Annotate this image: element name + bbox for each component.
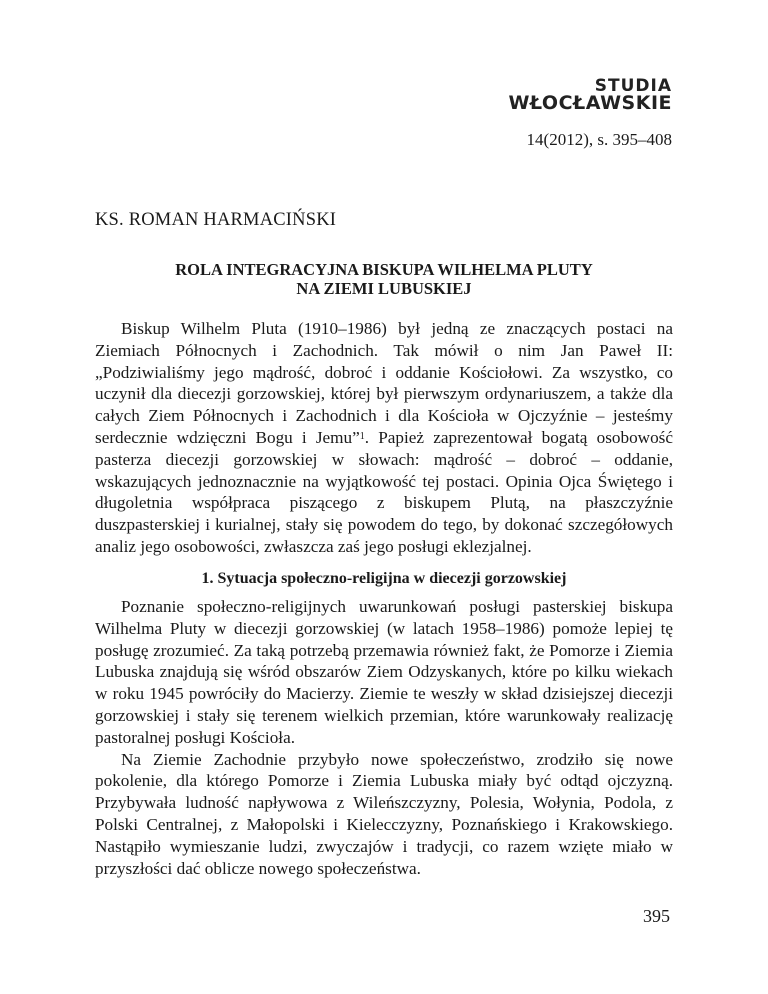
article-title [95,260,673,298]
page-number: 395 [643,906,670,926]
intro-text-part1: Biskup Wilhelm Pluta (1910–1986) był jedną ze znaczących postaci na Ziemiach Północnych i Zachodnich. Tak mówił o nim Jan Paweł II: „Podziwialiśmy jego mądrość, dobroć i oddanie Kościołowi. Za wszystko, co uczynił dla diecezji gorzowskiej, której był pierwszym ordynariuszem, a także dla całych Ziem Północnych i Zachodnich i dla Kościoła w Ojczyźnie – jesteśmy serdecznie wdzięczni Bogu i Jemu” [95,319,673,447]
section-paragraph: Na Ziemie Zachodnie przybyło nowe społeczeństwo, zrodziło się nowe pokolenie, dla którego Pomorze i Ziemia Lubuska miały być odtąd ojczyzną. Przybywała ludność napływowa z Wileńszczyzny, Polesia, Wołynia, Podola, z Polski Centralnej, z Małopolski i Kielecczyzny, Poznańskiego i Krakowskiego. Nastąpiło wymieszanie ludzi, zwyczajów i tradycji, co razem wzięte miało w przyszłości dać oblicze nowego społeczeństwa. [95,749,673,878]
title-line-2: NA ZIEMI LUBUSKIEJ [296,279,472,298]
journal-citation: 14(2012), s. 395–408 [526,130,672,149]
section-heading: 1. Sytuacja społeczno-religijna w diecezji gorzowskiej [201,570,567,587]
title-line-1: ROLA INTEGRACYJNA BISKUPA WILHELMA PLUTY [175,260,593,279]
journal-logo [508,78,672,113]
logo-line-studia: STUDIA [594,76,672,96]
footnote-reference[interactable]: 1 [359,430,365,442]
intro-text-part2: . Papież zaprezentował bogatą osobowość pasterza diecezji gorzowskiej w słowach: mądrość – dobroć – oddanie, wskazujących jednoznacznie na wyjątkowość tej postaci. Opinia Ojca Świętego i długoletnia współpraca piszącego z biskupem Plutą, na płaszczyźnie duszpasterskiej i kurialnej, stały się powodem do tego, by dokonać szczegółowych analiz jego osobowości, zwłaszcza zaś jego posługi eklezjalnej. [95,427,673,556]
intro-paragraph [95,318,673,558]
section-body [95,596,673,879]
logo-line-wloclawskie: WŁOCŁAWSKIE [508,92,672,114]
intro-section [95,318,673,558]
article-author: KS. ROMAN HARMACIŃSKI [95,210,337,230]
section-paragraph: Poznanie społeczno-religijnych uwarunkowań posługi pasterskiej biskupa Wilhelma Pluty w diecezji gorzowskiej (w latach 1958–1986) pomoże lepiej tę posługę zrozumieć. Za taką potrzebą przemawia również fakt, że Pomorze i Ziemia Lubuska znajdują się wśród obszarów Ziem Odzyskanych, które po kilku wiekach w roku 1945 powróciły do Macierzy. Ziemie te weszły w skład dzisiejszej diecezji gorzowskiej i stały się terenem wielkich przemian, które warunkowały realizację pastoralnej posługi Kościoła. [95,597,673,747]
